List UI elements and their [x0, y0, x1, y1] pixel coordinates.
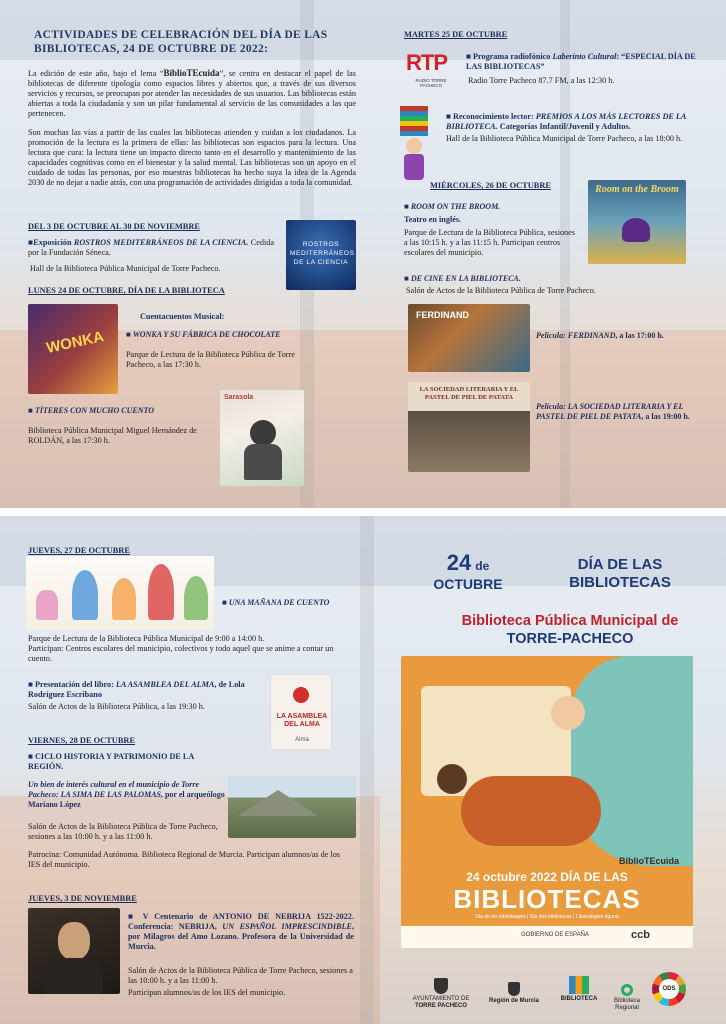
logo-region-murcia: [484, 982, 544, 1005]
cover-town: TORRE-PACHECO: [506, 631, 634, 647]
ciclo-title: ■ CICLO HISTORIA Y PATRIMONIO DE LA REGIÓN.: [28, 752, 194, 771]
expo-poster-image: [286, 220, 356, 290]
logo-region-text: Región de Murcia: [488, 998, 539, 1004]
bibliotecas-poster: [401, 656, 693, 948]
brochure-page-1: [0, 0, 726, 508]
library-icon: [569, 976, 589, 994]
heart-shape: [289, 685, 313, 705]
logo-ayto-line-2: TORRE PACHECO: [414, 1003, 468, 1009]
character-3: [112, 578, 136, 620]
logo-biblioteca: [556, 976, 602, 1003]
wonka-title: ■ WONKA Y SU FÁBRICA DE CHOCOLATE: [126, 330, 281, 339]
character-4: [148, 564, 174, 620]
broom-book-cover: [588, 180, 686, 264]
portrait-robe: [46, 958, 102, 994]
asamblea-book-cover: [270, 674, 332, 750]
nebrija-line: ■ V Centenario de ANTONIO DE NEBRIJA 1522-2022. Conferencia: NEBRIJA, UN ESPAÑOL IMPRESCINDIBLE, por Milagros del Amo Lozano. Profesora de la Universidad de Murcia.: [128, 912, 354, 951]
poster-date-line: 24 octubre 2022 DÍA DE LAS: [466, 870, 628, 884]
poster-child-head: [551, 696, 585, 730]
titeres-image-text: Sarasola: [224, 394, 254, 401]
asamblea-place: Salón de Actos de la Biblioteca Pública, a las 19:30 h.: [28, 702, 205, 711]
cover-month: OCTUBRE: [433, 576, 503, 592]
sima-sponsor: Patrocina: Comunidad Autónoma. Biblioteca Regional de Murcia. Participan alumnos/as de los IES del municipio.: [28, 850, 340, 869]
asamblea-cover-title: LA ASAMBLEA DEL ALMA: [276, 713, 328, 728]
storytelling-heading: Cuentacuentos Musical:: [140, 312, 225, 321]
portrait-face: [58, 922, 90, 960]
section-heading-wednesday: MIÉRCOLES, 26 DE OCTUBRE: [430, 181, 551, 190]
manana-participants: Participan: Centros escolares del municipio, colectivos y todo aquel que se anime a contar un cuento.: [28, 644, 334, 663]
rtp-logo-sub: RADIO TORRE PACHECO: [415, 78, 447, 88]
logo-ayto-line-1: AYUNTAMIENTO DE: [412, 996, 470, 1002]
nebrija-place: Salón de Actos de la Biblioteca Pública de Torre Pacheco, sesiones a las 10:00 h. y a las 11:00 h.: [128, 966, 353, 985]
cover-day: 24: [446, 550, 472, 575]
poster-girl-head: [437, 764, 467, 794]
section-heading-thursday: JUEVES, 27 DE OCTUBRE: [28, 546, 130, 555]
poster-logo-gobierno: GOBIERNO DE ESPAÑA: [521, 932, 589, 938]
mountain-shape: [238, 790, 318, 816]
titeres-image: [220, 390, 304, 486]
poster-logo-strip: [401, 926, 693, 948]
recognition-place: Hall de la Biblioteca Pública Municipal de Torre Pacheco, a las 18:00 h.: [446, 134, 683, 143]
sociedad-line: Película: LA SOCIEDAD LITERARIA Y EL PASTEL DE PIEL DE PATATA, a las 19:00 h.: [536, 402, 690, 421]
ferdinand-poster: [408, 304, 530, 372]
asamblea-cover-author: Alma: [295, 737, 309, 743]
asamblea-line: ■ Presentación del libro: LA ASAMBLEA DEL ALMA, de Lola Rodríguez Escribano: [28, 680, 245, 699]
shield-icon: [434, 978, 448, 994]
nebrija-participants: Participan alumnos/as de los IES del municipio.: [128, 988, 286, 997]
expo-place: Hall de la Biblioteca Pública Municipal de Torre Pacheco.: [30, 264, 221, 273]
logo-regional-text: Biblioteca Regional: [613, 998, 640, 1011]
titeres-title: ■ TÍTERES CON MUCHO CUENTO: [28, 406, 155, 415]
page-gap: [0, 508, 726, 516]
cinema-title: ■ DE CINE EN LA BIBLIOTECA.: [404, 274, 521, 283]
intro-paragraph-2: Son muchas las vías a partir de las cuales las bibliotecas atienden y cuidan a los ciudadanos. La promoción de la lectura es la primera de ellas: las bibliotecas son espacios para la lectura. Una lectura que cura: la lectura tiene un impacto directo tanto en el desarrollo y mantenimiento de las capacidades cognitivas como en el bienestar y la salud mental. Las bibliotecas son un apoyo en el cuidado de todas las personas, por eso muestras bibliotecas ha hecho suya la idea de la Agenda 2030 de no dejar a nadie atrás, con una programación de actividades dirigidas a toda la comunidad.: [28, 128, 356, 187]
witch-figure: [622, 218, 650, 242]
reader-illustration: [394, 104, 434, 182]
poster-lema: BiblioTEcuida: [618, 856, 679, 866]
sima-line: Un bien de interés cultural en el municipio de Torre Pacheco: LA SIMA DE LAS PALOMAS, por el arqueólogo Mariano López: [28, 780, 225, 809]
sima-landscape-image: [228, 776, 356, 838]
logo-biblioteca-text: BIBLIOTECA: [560, 996, 598, 1002]
section-heading-friday: VIERNES, 28 DE OCTUBRE: [28, 736, 136, 745]
crest-icon: [508, 982, 520, 996]
cover-date: [428, 550, 508, 592]
cinema-place: Salón de Actos de la Biblioteca Pública de Torre Pacheco.: [406, 286, 596, 295]
radio-line: ■ Programa radiofónico Laberinto Cultural: “ESPECIAL DÍA DE LAS BIBLIOTECAS”: [466, 52, 696, 71]
broom-place: Parque de Lectura de la Biblioteca Pública, sesiones a las 10:15 h. y a las 11:15 h. Participan centros escolares del municipio.: [404, 228, 575, 257]
character-2: [72, 570, 98, 620]
wonka-place: Parque de Lectura de la Biblioteca Pública de Torre Pacheco, a las 17:30 h.: [126, 350, 295, 369]
titeres-place: Biblioteca Pública Municipal Miguel Hernández de ROLDÁN, a las 17:30 h.: [28, 426, 197, 445]
broom-subtitle: Teatro en inglés.: [404, 215, 462, 224]
logo-biblioteca-regional: [606, 984, 648, 1012]
ferdinand-line: Película: FERDINAND, a las 17:00 h.: [536, 331, 664, 340]
section-heading-monday: LUNES 24 DE OCTUBRE, DÍA DE LA BIBLIOTECA: [28, 286, 225, 295]
expo-line: ■Exposición ROSTROS MEDITERRÁNEOS DE LA CIENCIA. Cedida por la Fundación Séneca.: [28, 238, 274, 257]
rtp-logo: [404, 48, 458, 88]
brochure-page-2: [0, 516, 726, 1024]
ods-text: ODS: [659, 979, 679, 999]
reader-head: [406, 138, 422, 154]
sociedad-poster-text: LA SOCIEDAD LITERARIA Y EL PASTEL DE PIEL DE PATATA: [419, 386, 519, 401]
section-heading-november: JUEVES, 3 DE NOVIEMBRE: [28, 894, 137, 903]
manana-place: Parque de Lectura de la Biblioteca Pública Municipal de 9:00 a 14:00 h.: [28, 634, 265, 643]
rtp-logo-text: RTP: [406, 50, 447, 75]
ferdinand-poster-text: FERDINAND: [416, 310, 469, 320]
books-stack: [400, 106, 428, 136]
storybook-characters-image: [26, 556, 214, 630]
expo-poster-text: ROSTROS MEDITERRÁNEOS DE LA CIENCIA: [290, 241, 355, 266]
logo-ayuntamiento: [400, 978, 482, 1010]
poster-logo-ccb: ccb: [631, 929, 650, 941]
broom-title: ■ ROOM ON THE BROOM.: [404, 202, 501, 211]
puppeteer-body: [244, 444, 282, 480]
poster-bibliotecas: BIBLIOTECAS: [453, 884, 641, 914]
intro-paragraph-1: La edición de este año, bajo el lema “BiblioTEcuida”, se centra en destacar el papel de las bibliotecas de diferente tipología como espacios libres y abiertos que, a través de sus diversos servicios y recursos, se preocupan por atender las necesidades de sus usuarios. Las bibliotecas están abiertas a toda la ciudadanía y son un pilar fundamental al servicio de las comunidades a las que pertenecen.: [28, 68, 356, 118]
manana-title: ■ UNA MAÑANA DE CUENTO: [222, 598, 330, 607]
lema-text: BiblioTEcuida: [163, 68, 220, 78]
nebrija-portrait: [28, 908, 120, 994]
section-heading-october: DEL 3 DE OCTUBRE AL 30 DE NOVIEMBRE: [28, 222, 200, 231]
broom-cover-title: Room on the Broom: [595, 184, 679, 195]
character-5: [184, 576, 208, 620]
radio-place: Radio Torre Pacheco 87.7 FM, a las 12:30 h.: [468, 76, 615, 85]
cover-library-name: Biblioteca Pública Municipal de: [461, 613, 679, 629]
wonka-image-text: WONKA: [44, 328, 106, 357]
page-title: ACTIVIDADES DE CELEBRACIÓN DEL DÍA DE LAS BIBLIOTECAS, 24 DE OCTUBRE DE 2022:: [34, 29, 328, 55]
puppeteer-figure: [250, 420, 276, 446]
logo-ods-wheel: [652, 972, 686, 1006]
cover-de: de: [475, 559, 490, 573]
wonka-image: [28, 304, 118, 394]
sima-place: Salón de Actos de la Biblioteca Pública de Torre Pacheco, sesiones a las 10:00 h. y a las 11:00 h.: [28, 822, 218, 841]
poster-languages: Dia de les biblioteques | Dia das bibliotecas | Liburutegien eguna: [475, 914, 619, 920]
section-heading-tuesday: MARTES 25 DE OCTUBRE: [404, 30, 508, 39]
character-1: [36, 590, 58, 620]
recognition-line: ■ Reconocimiento lector: PREMIOS A LOS MÁS LECTORES DE LA BIBLIOTECA. Categorías Infantil/Juvenil y Adultos.: [446, 112, 686, 131]
reader-body: [404, 154, 424, 180]
sociedad-poster: [408, 382, 530, 472]
poster-child-body: [461, 776, 601, 846]
regional-library-icon: [621, 984, 633, 996]
cover-title: DÍA DE LAS BIBLIOTECAS: [569, 556, 671, 591]
